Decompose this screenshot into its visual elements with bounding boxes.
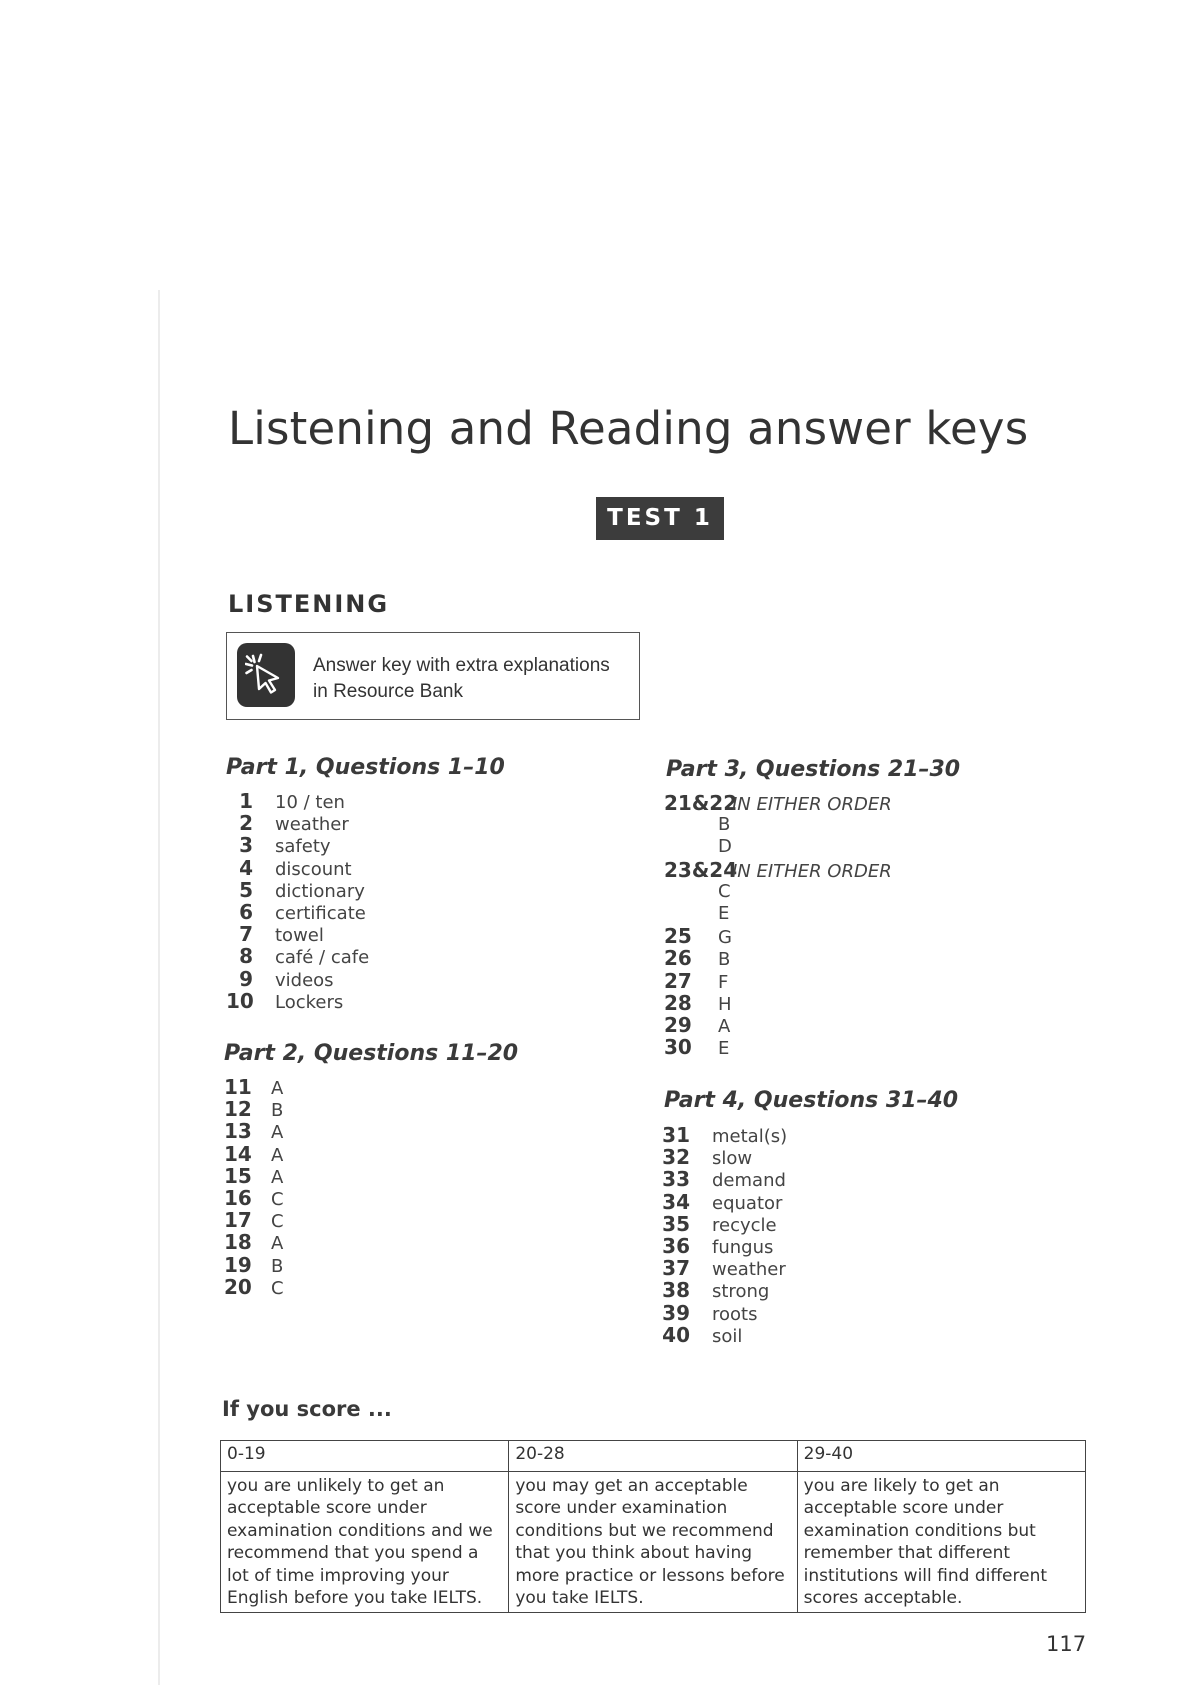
answer-row <box>226 790 369 812</box>
score-description: you may get an acceptable score under examination conditions but we recommend that you think about having more practice or lessons before you take IELTS. <box>509 1472 797 1613</box>
answer-text: F <box>718 971 729 993</box>
answer-row <box>226 879 369 901</box>
answer-row <box>224 1098 284 1120</box>
answer-row <box>660 1191 787 1213</box>
question-number: 36 <box>662 1233 690 1258</box>
answer-row <box>660 1279 787 1301</box>
question-number: 21&22 <box>664 791 738 815</box>
part4-answer-list <box>660 1124 787 1346</box>
answer-row <box>664 903 892 925</box>
resource-line-2: in Resource Bank <box>313 681 463 702</box>
part4-heading: Part 4, Questions 31–40 <box>664 1088 959 1113</box>
answer-text: A <box>718 1015 731 1037</box>
answer-row <box>224 1187 284 1209</box>
page-title: Listening and Reading answer keys <box>228 402 1029 455</box>
answer-row <box>224 1076 284 1098</box>
answer-text: strong <box>712 1281 770 1303</box>
resource-line-1: Answer key with extra explanations <box>313 655 610 676</box>
question-number: 12 <box>224 1097 252 1122</box>
question-number: 16 <box>224 1185 252 1210</box>
question-number: 13 <box>224 1119 252 1144</box>
score-heading: If you score ... <box>222 1397 392 1421</box>
answer-row <box>660 1124 787 1146</box>
answer-row <box>226 945 369 967</box>
answer-row <box>660 1235 787 1257</box>
answer-text: D <box>718 836 732 858</box>
answer-row <box>226 901 369 923</box>
answer-row <box>224 1165 284 1187</box>
score-table <box>220 1440 1086 1613</box>
answer-text: C <box>271 1211 284 1233</box>
answer-text: A <box>271 1078 284 1099</box>
answer-row <box>664 814 892 836</box>
answer-text: roots <box>712 1303 758 1325</box>
answer-text: certificate <box>275 902 366 924</box>
question-number: 35 <box>662 1211 690 1236</box>
answer-row <box>664 925 892 947</box>
answer-row <box>224 1209 284 1231</box>
answer-row <box>224 1120 284 1142</box>
answer-text: Lockers <box>275 991 344 1013</box>
page-number: 117 <box>1046 1632 1087 1656</box>
answer-text: equator <box>712 1192 783 1214</box>
question-number: 2 <box>239 811 253 836</box>
answer-row <box>224 1254 284 1276</box>
score-table-row <box>221 1472 1086 1613</box>
answer-text: slow <box>712 1148 753 1170</box>
score-range-header: 20-28 <box>509 1441 797 1472</box>
answer-text: B <box>271 1100 284 1122</box>
answer-row <box>226 968 369 990</box>
question-number: 7 <box>239 922 253 947</box>
answer-row <box>664 859 892 881</box>
resource-bank-text <box>313 653 633 705</box>
answer-row <box>660 1324 787 1346</box>
answer-text: videos <box>275 969 334 991</box>
score-description: you are unlikely to get an acceptable score under examination conditions and we recommend that you spend a lot of time improving your English before you take IELTS. <box>221 1472 509 1613</box>
answer-text: 10 / ten <box>275 792 345 813</box>
answer-text: café / cafe <box>275 947 370 969</box>
question-number: 17 <box>224 1208 252 1233</box>
test-badge: TEST 1 <box>596 497 724 540</box>
question-number: 26 <box>664 946 692 971</box>
answer-row <box>660 1213 787 1235</box>
score-range-header: 29-40 <box>797 1441 1085 1472</box>
page-edge <box>158 290 160 1685</box>
answer-row <box>664 947 892 969</box>
answer-row <box>226 857 369 879</box>
part2-answer-list <box>224 1076 284 1298</box>
question-number: 39 <box>662 1300 690 1325</box>
answer-text: H <box>718 993 732 1015</box>
question-number: 11 <box>224 1075 252 1099</box>
question-number: 19 <box>224 1252 252 1277</box>
question-number: 14 <box>224 1141 252 1166</box>
answer-row <box>224 1276 284 1298</box>
answer-row <box>226 812 369 834</box>
question-number: 27 <box>664 968 692 993</box>
answer-text: E <box>718 1038 730 1060</box>
answer-row <box>660 1146 787 1168</box>
answer-text: E <box>718 902 730 924</box>
answer-text: weather <box>275 814 349 836</box>
question-number: 31 <box>662 1123 690 1147</box>
answer-row <box>664 970 892 992</box>
answer-row <box>664 1036 892 1058</box>
answer-text: soil <box>712 1325 743 1347</box>
part2-heading: Part 2, Questions 11–20 <box>224 1041 519 1066</box>
answer-row <box>660 1257 787 1279</box>
answer-text: weather <box>712 1259 786 1281</box>
question-number: 9 <box>239 966 253 991</box>
question-number: 15 <box>224 1163 252 1188</box>
answer-text: towel <box>275 925 324 947</box>
answer-text: B <box>718 949 731 971</box>
answer-row <box>664 836 892 858</box>
score-range-header: 0-19 <box>221 1441 509 1472</box>
resource-bank-notice <box>226 632 640 720</box>
part1-heading: Part 1, Questions 1–10 <box>226 755 505 780</box>
answer-text: A <box>271 1166 284 1188</box>
question-number: 4 <box>239 855 253 880</box>
question-number: 33 <box>662 1167 690 1192</box>
question-number: 29 <box>664 1012 692 1037</box>
answer-text: dictionary <box>275 880 365 902</box>
question-number: 5 <box>239 877 253 902</box>
question-number: 3 <box>239 833 253 858</box>
answer-row <box>660 1302 787 1324</box>
question-number: 28 <box>664 990 692 1015</box>
score-description: you are likely to get an acceptable score under examination conditions but remember that different institutions will find different scores acceptable. <box>797 1472 1085 1613</box>
answer-text: B <box>271 1255 284 1277</box>
question-number: 38 <box>662 1278 690 1303</box>
question-number: 30 <box>664 1035 692 1060</box>
answer-row <box>664 1014 892 1036</box>
part1-answer-list <box>226 790 369 1012</box>
question-number: 10 <box>226 988 254 1013</box>
answer-text: B <box>718 814 731 836</box>
answer-text: A <box>271 1122 284 1144</box>
answer-row <box>660 1168 787 1190</box>
answer-text: metal(s) <box>712 1126 788 1147</box>
answer-row <box>226 990 369 1012</box>
answer-text: G <box>718 927 732 949</box>
part3-heading: Part 3, Questions 21–30 <box>666 757 961 782</box>
answer-row <box>224 1143 284 1165</box>
question-number: 34 <box>662 1189 690 1214</box>
answer-row <box>664 992 892 1014</box>
answer-text: demand <box>712 1170 786 1192</box>
cursor-click-icon <box>237 643 295 707</box>
answer-text: C <box>271 1277 284 1299</box>
question-number: 6 <box>239 899 253 924</box>
score-table-header-row <box>221 1441 1086 1472</box>
part3-answer-list <box>664 792 892 1058</box>
answer-text: recycle <box>712 1214 777 1236</box>
answer-row <box>226 834 369 856</box>
section-heading-listening: LISTENING <box>228 590 390 618</box>
answer-row <box>664 881 892 903</box>
answer-text: discount <box>275 858 352 880</box>
question-number: 18 <box>224 1230 252 1255</box>
answer-text: A <box>271 1233 284 1255</box>
question-number: 37 <box>662 1256 690 1281</box>
question-number: 1 <box>239 789 253 813</box>
question-number: 25 <box>664 924 692 949</box>
question-number: 40 <box>662 1322 690 1347</box>
answer-row <box>224 1231 284 1253</box>
either-order-note: IN EITHER ORDER <box>732 794 892 815</box>
question-number: 8 <box>239 944 253 969</box>
answer-text: fungus <box>712 1236 774 1258</box>
question-number: 20 <box>224 1274 252 1299</box>
question-number: 23&24 <box>664 857 738 882</box>
answer-text: C <box>718 880 731 902</box>
question-number: 32 <box>662 1145 690 1170</box>
answer-text: C <box>271 1188 284 1210</box>
answer-row <box>226 923 369 945</box>
answer-text: safety <box>275 836 331 858</box>
answer-row <box>664 792 892 814</box>
answer-text: A <box>271 1144 284 1166</box>
either-order-note: IN EITHER ORDER <box>732 860 892 882</box>
